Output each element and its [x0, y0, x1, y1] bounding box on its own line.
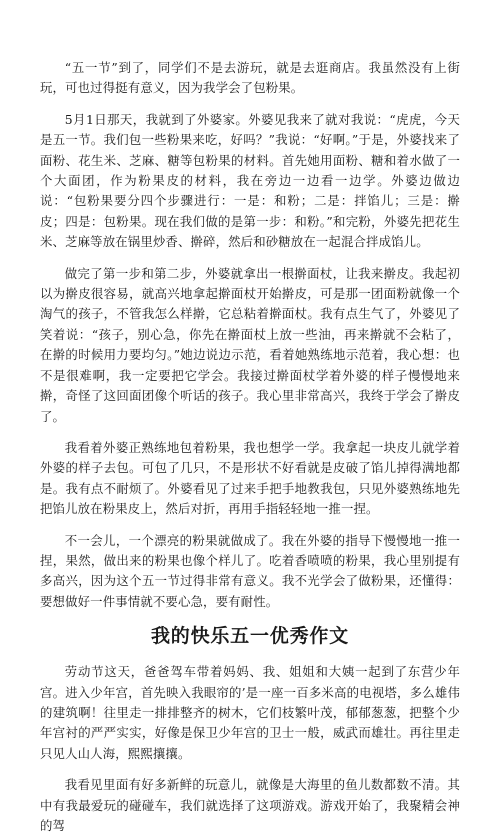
- article2-paragraph-2: 我看见里面有好多新鲜的玩意儿，就像是大海里的鱼儿数都数不清。其中有我最爱玩的碰碰车，我们就选择了这项游戏。游戏开始了，我聚精会神的驾: [40, 777, 460, 833]
- article-paragraph-2: 5月1日那天，我就到了外婆家。外婆见我来了就对我说：“虎虎，今天是五一节。我们包一些粉果来吃，好吗？”我说：“好啊。”于是，外婆找来了面粉、花生米、芝麻、糖等包粉果的材料。首先她用面粉、糖和着水做了一个大面团，作为粉果皮的材料，我在旁边一边看一边学。外婆边做边说：“包粉果要分四个步骤进行：一是：和粉；二是：拌馅儿；三是：擀皮；四是：包粉果。现在我们做的是第一步：和粉。”和完粉，外婆先把花生米、芝麻等放在锅里炒香、擀碎，然后和砂糖放在一起混合拌成馅儿。: [40, 111, 460, 250]
- article-paragraph-4: 我看着外婆正熟练地包着粉果，我也想学一学。我拿起一块皮儿就学着外婆的样子去包。可包了几只，不是形状不好看就是皮破了馅儿掉得满地都是。我有点不耐烦了。外婆看见了过来手把手地教我包，只见外婆熟练地先把馅儿放在粉果皮上，然后对折，再用手指轻轻地一推一捏。: [40, 439, 460, 517]
- article-paragraph-5: 不一会儿，一个漂亮的粉果就做成了。我在外婆的指导下慢慢地一推一捏，果然，做出来的粉果也像个样儿了。吃着香喷喷的粉果，我心里别提有多高兴，因为这个五一节过得非常有意义。我不光学会了做粉果，还懂得：要想做好一件事情就不要心急，要有耐性。: [40, 532, 460, 609]
- article-paragraph-3: 做完了第一步和第二步，外婆就拿出一根擀面杖，让我来擀皮。我起初以为擀皮很容易，就高兴地拿起擀面杖开始擀皮，可是那一团面粉就像一个淘气的孩子，不管我怎么样擀，它总粘着擀面杖。我有点生气了，外婆见了笑着说：“孩子，别心急，你先在擀面杖上放一些油，再来擀就不会粘了，在擀的时候用力要均匀。”她边说边示范，看着她熟练地示范着，我心想：也不是很难啊，我一定要把它学会。我接过擀面杖学着外婆的样子慢慢地来擀，奇怪了这回面团像个听话的孩子。我心里非常高兴，我终于学会了擀皮了。: [40, 265, 460, 424]
- article-paragraph-1: “五一节”到了，同学们不是去游玩，就是去逛商店。我虽然没有上街玩，可也过得挺有意义，因为我学会了包粉果。: [40, 60, 460, 96]
- article2-paragraph-1: 劳动节这天，爸爸驾车带着妈妈、我、姐姐和大姨一起到了东营少年宫。进入少年宫，首先映入我眼帘的’是一座一百多米高的电视塔，多么雄伟的建筑啊！往里走一排排整齐的树木，它们枝繁叶茂，郁郁葱葱，把整个少年宫衬的严严实实，好像是保卫少年宫的卫士一般，威武而雄壮。再往里走只见人山人海，熙熙攘攘。: [40, 664, 460, 761]
- section-heading: 我的快乐五一优秀作文: [150, 625, 349, 648]
